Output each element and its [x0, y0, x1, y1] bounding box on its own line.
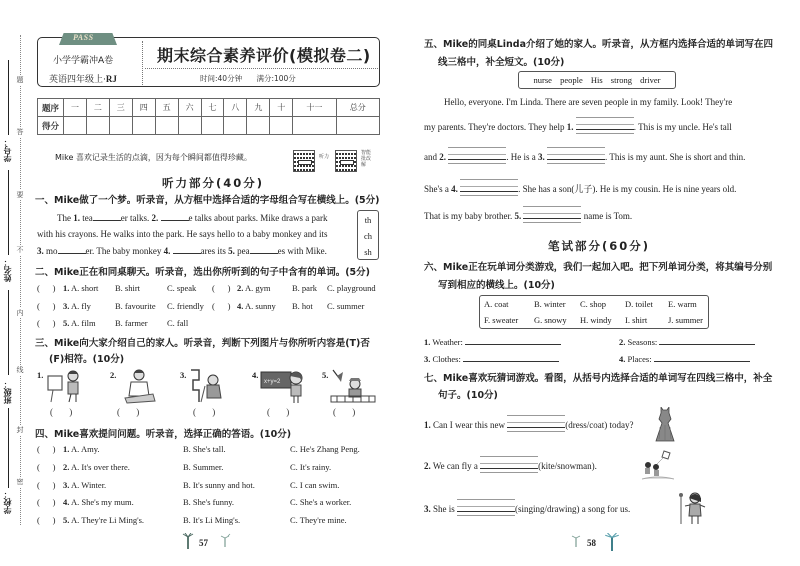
seal-char: 答 — [14, 127, 26, 137]
answer-paren[interactable]: ( ) — [193, 407, 216, 417]
question-6-heading: 六、Mike正在玩单词分类游戏，我们一起加入吧。把下列单词分类，将其编号分别 — [424, 262, 773, 273]
score-cell[interactable] — [86, 117, 109, 135]
tree-icon — [605, 533, 619, 551]
subject-grade: 英语四年级上·RJ — [49, 74, 117, 85]
binding-strip — [0, 30, 30, 530]
question-7-heading: 七、Mike喜欢玩猜词游戏。看图，从括号内选择合适的单词写在四线三格中，补全 — [424, 373, 773, 384]
answer-blank[interactable] — [161, 220, 189, 221]
four-line-blank[interactable] — [460, 184, 518, 196]
seal-dotted-line — [20, 35, 21, 525]
category-seasons: 2. Seasons: — [619, 337, 755, 347]
page-left — [35, 0, 380, 566]
four-line-blank[interactable] — [523, 211, 581, 223]
score-cell[interactable] — [293, 117, 336, 135]
girl-singing-picture — [677, 490, 707, 526]
score-cell[interactable] — [109, 117, 132, 135]
answer-paren[interactable]: ( ) — [267, 407, 290, 417]
four-line-blank[interactable] — [480, 461, 538, 473]
answer-blank[interactable] — [659, 344, 755, 345]
question-4-heading: 四、Mike喜欢提问问题。听录音，选择正确的答语。(10分) — [35, 429, 292, 440]
answer-blank[interactable] — [654, 361, 750, 362]
score-cell[interactable] — [178, 117, 201, 135]
answer-paren[interactable]: ( ) — [37, 515, 56, 525]
picture-teacher — [260, 368, 306, 404]
school-label: 学校： — [3, 490, 12, 514]
qr-code-grading[interactable] — [335, 150, 357, 172]
score-cell[interactable] — [247, 117, 270, 135]
series-name: 小学学霸冲A卷 — [53, 56, 114, 66]
q4-row: ( ) 5. A. They're Li Ming's. B. It's Li Ming's. C. They're mine. — [37, 515, 347, 525]
answer-paren[interactable]: ( ) — [37, 497, 56, 507]
answer-paren[interactable]: ( ) — [37, 318, 56, 328]
exam-full-score: 满分:100分 — [256, 74, 296, 83]
title-divider — [145, 68, 378, 69]
seal-char: 题 — [14, 75, 26, 85]
q7-item-1: 1. Can I wear this new (dress/coat) today? — [424, 420, 634, 431]
answer-blank[interactable] — [173, 253, 201, 254]
score-table-header-row: 题序 一 二 三 四 五 六 七 八 九 十 十一 总分 — [38, 99, 380, 117]
student-id-line[interactable] — [8, 60, 9, 135]
passage-line-5: That is my baby brother. 5. name is Tom. — [424, 211, 633, 222]
page-number: 58 — [587, 538, 596, 548]
student-id-label: 学号： — [3, 138, 12, 162]
word-bank-box: nurse people His strong driver — [518, 71, 676, 89]
answer-paren[interactable]: ( ) — [117, 407, 140, 417]
answer-paren[interactable]: ( ) — [50, 407, 73, 417]
q4-row: ( ) 2. A. It's over there. B. Summer. C. It's rainy. — [37, 462, 332, 472]
answer-blank[interactable] — [250, 253, 278, 254]
seal-char: 封 — [14, 425, 26, 435]
answer-blank[interactable] — [463, 361, 559, 362]
answer-blank[interactable] — [93, 220, 121, 221]
seal-char: 密 — [14, 477, 26, 487]
answer-paren[interactable]: ( ) — [333, 407, 356, 417]
score-cell[interactable] — [64, 117, 87, 135]
picture-doctor — [117, 368, 159, 404]
q1-line-1: The 1. tea er talks. 2. e talks about parks. Mike draws a park — [57, 213, 328, 223]
letter-options-box: th ch sh — [357, 210, 379, 260]
passage-line-4: She's a 4. . She has a son(儿子). He is my cousin. He is nine years old. — [424, 184, 737, 194]
picture-man-computer — [45, 368, 87, 404]
qr-label-grading: 智能批改解 — [361, 150, 372, 168]
seal-char: 线 — [14, 365, 26, 375]
q2-row-3: ( ) 5. A. film B. farmer C. fall — [37, 318, 189, 328]
seal-char: 内 — [14, 308, 26, 318]
name-label: 姓名： — [3, 258, 12, 282]
four-line-blank[interactable] — [448, 152, 506, 164]
score-table-score-row: 得分 — [38, 117, 380, 135]
question-1-heading: 一、Mike做了一个梦。听录音，从方框中选择合适的字母组合写在横线上。(5分) — [35, 195, 380, 206]
tree-icon — [182, 533, 194, 549]
picture-number: 1. — [37, 370, 44, 380]
kids-kite-picture — [642, 449, 674, 481]
word-classification-box: A. coat B. winter C. shop D. toilet E. warm F. sweater G. snowy H. windy I. shirt J. summer — [479, 295, 709, 329]
q2-row-1: ( ) 1. A. short B. shirt C. speak ( ) 2. A. gym B. park C. playground — [37, 283, 376, 293]
seal-char: 不 — [14, 245, 26, 255]
q4-row: ( ) 1. A. Amy. B. She's tall. C. He's Zhang Peng. — [37, 444, 360, 454]
listening-section-title: 听力部分(40分) — [162, 176, 265, 190]
score-cell[interactable] — [336, 117, 379, 135]
category-places: 4. Places: — [619, 354, 750, 364]
passage-line-1: Hello, everyone. I'm Linda. There are seven people in my family. Look! They're — [444, 97, 733, 107]
passage-line-2: my parents. They're doctors. They help 1. . This is my uncle. He's tall — [424, 122, 732, 133]
question-5-heading: 五、Mike的同桌Linda介绍了她的家人。听录音，从方框内选择合适的单词写在四 — [424, 39, 774, 50]
answer-paren[interactable]: ( ) — [37, 480, 56, 490]
seal-char: 要 — [14, 190, 26, 200]
exam-title: 期末综合素养评价(模拟卷二) — [157, 46, 371, 65]
question-2-heading: 二、Mike正在和同桌聊天。听录音，选出你所听到的句子中含有的单词。(5分) — [35, 267, 371, 278]
passage-line-3: and 2. . He is a 3. . This is my aunt. She is short and thin. — [424, 152, 746, 163]
svg-text:x+y=2: x+y=2 — [264, 379, 281, 385]
writing-section-title: 笔试部分(60分) — [548, 239, 651, 253]
page-right — [422, 0, 782, 566]
question-7-heading-cont: 句子。(10分) — [438, 390, 498, 401]
brand-logo: PASS — [73, 33, 94, 42]
q4-row: ( ) 4. A. She's my mum. B. She's funny. C. She's a worker. — [37, 497, 352, 507]
qr-code-listening[interactable] — [293, 150, 315, 172]
q1-line-3: 3. mo er. The baby monkey 4. ares its 5. pea es with Mike. — [37, 246, 327, 256]
q7-item-2: 2. We can fly a (kite/snowman). — [424, 461, 597, 472]
header-divider — [142, 41, 143, 85]
score-cell[interactable] — [201, 117, 224, 135]
score-table — [37, 98, 380, 135]
four-line-blank[interactable] — [547, 152, 605, 164]
answer-paren[interactable]: ( ) — [37, 462, 56, 472]
class-label: 班级： — [3, 380, 12, 404]
picture-farmer — [329, 368, 377, 404]
q1-line-2: with his crayons. He walks into the park. He says hello to a baby monkey and its — [37, 229, 328, 239]
score-cell[interactable] — [132, 117, 155, 135]
answer-paren[interactable]: ( ) — [212, 283, 231, 293]
answer-blank[interactable] — [465, 344, 561, 345]
four-line-blank[interactable] — [507, 420, 565, 432]
question-6-heading-cont: 写到相应的横线上。(10分) — [438, 280, 555, 291]
answer-blank[interactable] — [58, 253, 86, 254]
picture-cleaning — [187, 368, 229, 404]
intro-text: Mike 喜欢记录生活的点滴，因为每个瞬间都值得珍藏。 — [55, 153, 252, 162]
question-5-heading-cont: 线三格中，补全短文。(10分) — [438, 57, 565, 68]
picture-number: 5. — [322, 370, 329, 380]
answer-paren[interactable]: ( ) — [212, 301, 231, 311]
page-number: 57 — [199, 538, 208, 548]
answer-paren[interactable]: ( ) — [37, 444, 56, 454]
name-line[interactable] — [8, 170, 9, 255]
qr-label-listening: 听力 — [319, 154, 330, 160]
category-weather: 1. Weather: — [424, 337, 561, 347]
picture-number: 4. — [252, 370, 259, 380]
score-cell[interactable] — [270, 117, 293, 135]
question-3-heading: 三、Mike向大家介绍自己的家人。听录音，判断下列图片与你所听内容是(T)否 — [35, 338, 370, 349]
four-line-blank[interactable] — [576, 122, 634, 134]
category-clothes: 3. Clothes: — [424, 354, 559, 364]
score-cell[interactable] — [224, 117, 247, 135]
answer-paren[interactable]: ( ) — [37, 283, 56, 293]
four-line-blank[interactable] — [457, 504, 515, 516]
picture-number: 2. — [110, 370, 117, 380]
question-3-heading-cont: (F)相符。(10分) — [49, 354, 125, 365]
q2-row-2: ( ) 3. A. fly B. favourite C. friendly ( ) 4. A. sunny B. hot C. summer — [37, 301, 365, 311]
class-line[interactable] — [8, 290, 9, 375]
picture-number: 3. — [180, 370, 187, 380]
exam-time: 时间:40分钟 — [200, 74, 243, 83]
answer-paren[interactable]: ( ) — [37, 301, 56, 311]
tree-icon — [219, 533, 231, 549]
tree-icon — [570, 533, 582, 549]
exam-meta — [200, 73, 296, 84]
score-cell[interactable] — [155, 117, 178, 135]
q4-row: ( ) 3. A. Winter. B. It's sunny and hot. C. I can swim. — [37, 480, 340, 490]
school-line[interactable] — [8, 408, 9, 488]
q7-item-3: 3. She is (singing/drawing) a song for us. — [424, 504, 631, 515]
dress-picture — [654, 407, 676, 443]
